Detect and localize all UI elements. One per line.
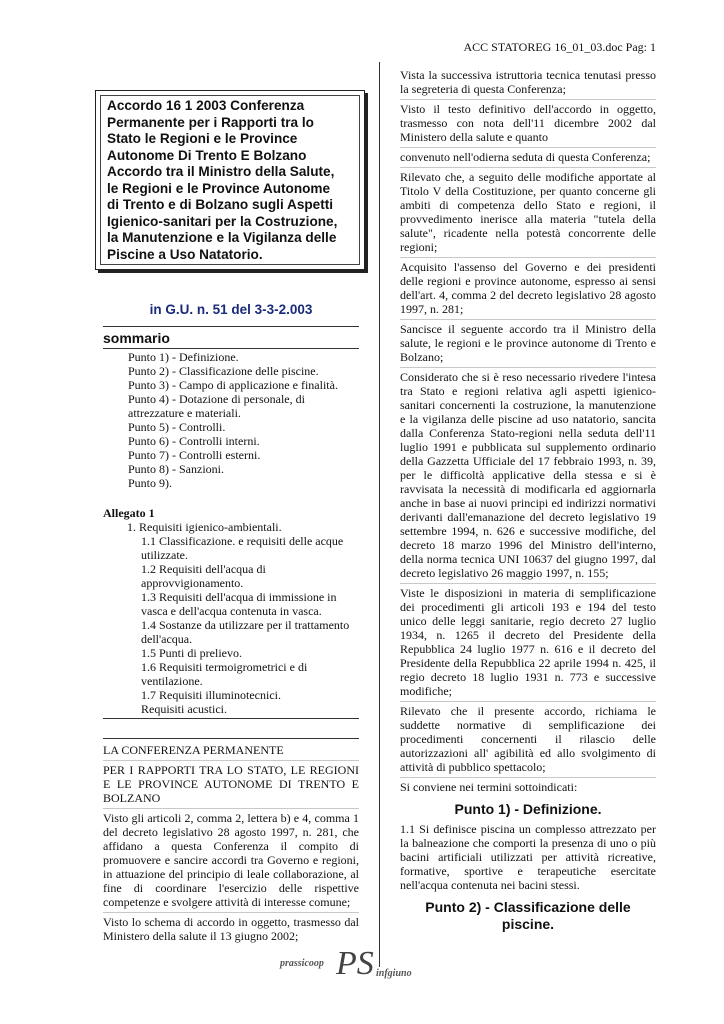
gazzetta-reference: in G.U. n. 51 del 3-3-2.003	[149, 302, 313, 317]
toc-item: Punto 8) - Sanzioni.	[128, 462, 224, 476]
toc-item: Punto 7) - Controlli esterni.	[128, 448, 261, 462]
sommario-heading: sommario	[103, 326, 359, 349]
body-paragraph: Rilevato che il presente accordo, richiama le suddette normative di semplificazione dei procedimenti concernenti il rilascio delle autorizzazioni all' agibilità ed allo svolgimento di attività di pubblico spettacolo;	[400, 702, 656, 778]
title-line: Accordo 16 1 2003 Conferenza	[107, 98, 305, 113]
logo-text-left: prassicoop	[280, 958, 324, 969]
allegato-item: dell'acqua.	[141, 632, 193, 646]
table-of-contents	[128, 350, 358, 490]
title-line: Autonome Di Trento E Bolzano	[107, 147, 307, 163]
allegato-item: 1.6 Requisiti termoigrometrici e di	[141, 660, 308, 674]
body-paragraph: Viste le disposizioni in materia di semplificazione dei procedimenti gli articoli 193 e 194 del testo unico delle leggi sanitarie, regio decreto 27 luglio 1934, n. 1265 il decreto del Presidente della Repubblica 24 luglio 1977 n. 616 e il decreto del Presidente della Repubblica 22 aprile 1994 n. 425, il regio decreto 18 luglio 1931 n. 773 e successive modifiche;	[400, 584, 656, 702]
toc-item: Punto 4) - Dotazione di personale, di	[128, 392, 305, 406]
body-paragraph: Visto lo schema di accordo in oggetto, trasmesso dal Ministero della salute il 13 giugno 2002;	[103, 915, 359, 943]
body-paragraph: Acquisito l'assenso del Governo e dei presidenti delle regioni e province autonome, espresso ai sensi dell'art. 4, comma 2 del decreto legislativo 28 agosto 1997, n. 281;	[400, 258, 656, 320]
toc-item: Punto 1) - Definizione.	[128, 350, 239, 364]
allegato-item: ventilazione.	[141, 674, 203, 688]
toc-item: Punto 6) - Controlli interni.	[128, 434, 260, 448]
allegato-item: 1.7 Requisiti illuminotecnici.	[141, 688, 281, 702]
toc-item: Punto 5) - Controlli.	[128, 420, 226, 434]
allegato-item: Requisiti acustici.	[141, 702, 227, 716]
monogram-text: PS	[336, 945, 374, 982]
allegato-item: 1.4 Sostanze da utilizzare per il trattamento	[141, 618, 350, 632]
right-body	[400, 66, 656, 935]
title-line: Stato le Regioni e le Province	[107, 131, 298, 146]
title-line: la Manutenzione e la Vigilanza delle	[107, 230, 337, 245]
allegato-item: approvvigionamento.	[141, 576, 244, 590]
body-paragraph: Sancisce il seguente accordo tra il Ministro della salute, le regioni e le province autonome di Trento e Bolzano;	[400, 320, 656, 368]
title-line: Permanente per i Rapporti tra lo	[107, 114, 314, 130]
body-paragraph: Si conviene nei termini sottoindicati:	[400, 780, 578, 794]
allegato-label: Allegato 1	[103, 506, 155, 520]
allegato-section	[103, 506, 359, 716]
allegato-item: 1.3 Requisiti dell'acqua di immissione in	[141, 590, 337, 604]
body-paragraph: Rilevato che, a seguito delle modifiche apportate al Titolo V della Costituzione, per quanto concerne gli ambiti di competenza dello Stato e regioni, il provvedimento inerisce alla materia "tutela della salute", ricadente nella potestà concorrente delle regioni;	[400, 168, 656, 258]
allegato-item: 1.5 Punti di prelievo.	[141, 646, 242, 660]
left-body	[103, 738, 359, 946]
allegato-item: vasca e dell'acqua contenuta in vasca.	[141, 604, 322, 618]
body-paragraph: Vista la successiva istruttoria tecnica tenutasi presso la segreteria di questa Conferenza;	[400, 66, 656, 100]
section-heading-punto-1: Punto 1) - Definizione.	[454, 801, 602, 817]
allegato-item: 1.2 Requisiti dell'acqua di	[141, 562, 266, 576]
body-paragraph: convenuto nell'odierna seduta di questa Conferenza;	[400, 148, 656, 168]
allegato-item: utilizzate.	[141, 548, 188, 562]
toc-item: Punto 9).	[128, 476, 173, 490]
toc-item: attrezzature e materiali.	[128, 406, 241, 420]
body-paragraph: 1.1 Si definisce piscina un complesso attrezzato per la balneazione che comporti la presenza di uno o più bacini artificiali utilizzati per attività ricreative, formative, sportive e terapeutiche esercitate nell'acqua contenuta nei bacini stessi.	[400, 822, 656, 892]
title-line: di Trento e di Bolzano sugli Aspetti	[107, 197, 334, 212]
title-line: Piscine a Uso Natatorio.	[107, 246, 263, 262]
allegato-item: 1.1 Classificazione. e requisiti delle acque	[141, 534, 344, 548]
footer-logo	[280, 944, 460, 990]
body-paragraph: PER I RAPPORTI TRA LO STATO, LE REGIONI E LE PROVINCE AUTONOME DI TRENTO E BOLZANO	[103, 761, 359, 809]
ps-monogram-icon	[334, 944, 374, 990]
document-title	[100, 95, 360, 265]
toc-item: Punto 2) - Classificazione delle piscine.	[128, 364, 319, 378]
title-line: le Regioni e le Province Autonome	[107, 180, 331, 196]
toc-item: Punto 3) - Campo di applicazione e finalità.	[128, 378, 338, 392]
title-box	[95, 90, 365, 270]
page-header: ACC STATOREG 16_01_03.doc Pag: 1	[463, 40, 656, 54]
body-paragraph: Visto gli articoli 2, comma 2, lettera b) e 4, comma 1 del decreto legislativo 28 agosto 1997, n. 281, che affidano a questa Conferenza il compito di promuovere e sancire accordi tra Governo e regioni, in attuazione del principio di leale collaborazione, al fine di coordinare l'esercizio delle rispettive competenze e svolgere attività di interesse comune;	[103, 809, 359, 913]
body-paragraph: LA CONFERENZA PERMANENTE	[103, 741, 359, 761]
section-heading-punto-2: Punto 2) - Classificazione delle piscine.	[425, 899, 631, 932]
logo-text-right: infgiuno	[376, 968, 412, 979]
column-divider	[379, 62, 380, 967]
title-line: Igienico-sanitari per la Costruzione,	[107, 213, 338, 229]
allegato-item: 1. Requisiti igienico-ambientali.	[127, 520, 282, 534]
body-paragraph: Considerato che si è reso necessario rivedere l'intesa tra Stato e regioni relativa agli aspetti igienico-sanitari concernenti la costruzione, la manutenzione e la vigilanza delle piscine ad uso natatorio, sancita dalla Conferenza Stato-regioni nella seduta dell'11 luglio 1991 e pubblicata sul supplemento ordinario della Gazzetta Ufficiale del 17 febbraio 1993, n. 39, per le difficoltà applicative della stessa e si è ravvisata la necessità di modificarla ed aggiornarla anche in base ai nuovi principi ed indirizzi normativi derivanti dall'emanazione del decreto legislativo 19 settembre 1994, n. 626 e successive modifiche, del decreto 18 marzo 1996 del Ministro dell'interno, della norma tecnica UNI 10637 del giugno 1997, dal decreto legislativo 26 maggio 1997, n. 155;	[400, 368, 656, 584]
body-paragraph: Visto il testo definitivo dell'accordo in oggetto, trasmesso con nota dell'11 dicembre 2002 dal Ministero della salute e quanto	[400, 100, 656, 148]
section-divider	[103, 718, 359, 719]
title-line: Accordo tra il Ministro della Salute,	[107, 164, 335, 179]
